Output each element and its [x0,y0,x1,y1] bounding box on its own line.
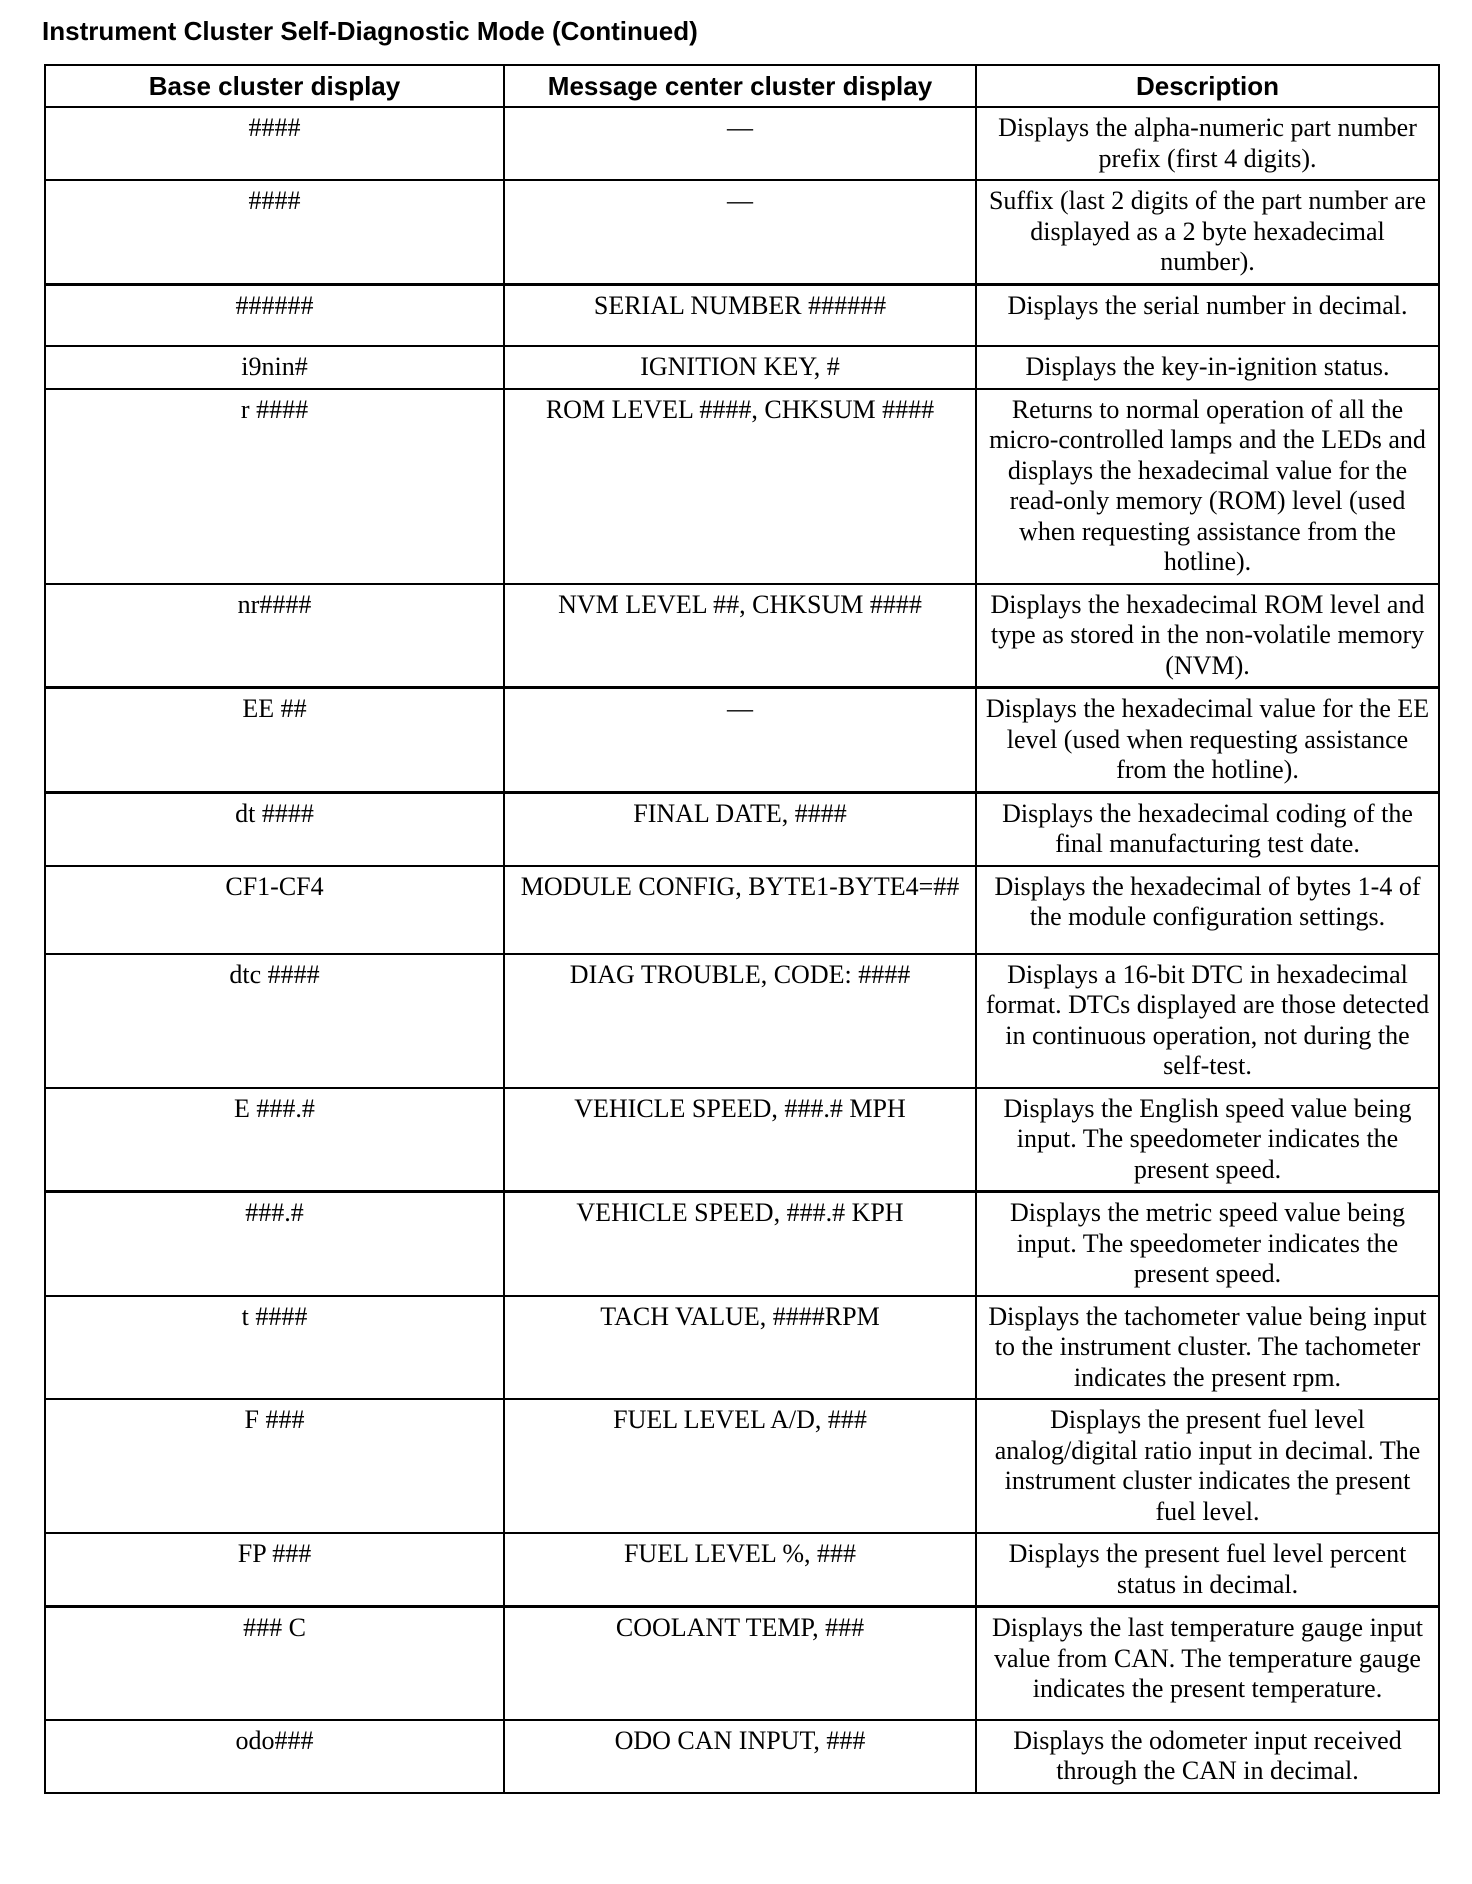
message-display-cell: DIAG TROUBLE, CODE: #### [504,954,976,1088]
description-cell: Displays the present fuel level percent status in decimal. [976,1533,1439,1607]
message-display-cell: SERIAL NUMBER ###### [504,284,976,346]
table-row [45,1533,1439,1607]
table-row [45,180,1439,284]
table-row [45,866,1439,954]
table-row [45,584,1439,688]
base-display-cell: ###### [45,284,504,346]
description-cell: Displays the alpha-numeric part number prefix (first 4 digits). [976,107,1439,180]
table-row [45,389,1439,584]
description-cell: Displays the English speed value being input. The speedometer indicates the present speed. [976,1088,1439,1192]
table-row [45,1720,1439,1793]
message-display-cell: TACH VALUE, ####RPM [504,1296,976,1400]
message-display-cell: IGNITION KEY, # [504,346,976,389]
base-display-cell: #### [45,180,504,284]
message-display-cell: VEHICLE SPEED, ###.# MPH [504,1088,976,1192]
base-display-cell: CF1-CF4 [45,866,504,954]
page-title: Instrument Cluster Self-Diagnostic Mode (Continued) [42,16,698,46]
message-display-cell: FUEL LEVEL %, ### [504,1533,976,1607]
description-cell: Displays the hexadecimal value for the EE level (used when requesting assistance from the hotline). [976,688,1439,793]
base-display-cell: #### [45,107,504,180]
diagnostic-table [44,64,1440,1794]
table-row [45,1192,1439,1296]
base-display-cell: r #### [45,389,504,584]
message-display-cell: NVM LEVEL ##, CHKSUM #### [504,584,976,688]
message-display-cell: ODO CAN INPUT, ### [504,1720,976,1793]
base-display-cell: FP ### [45,1533,504,1607]
table-header-row [45,65,1439,107]
base-display-cell: nr#### [45,584,504,688]
description-cell: Displays the metric speed value being input. The speedometer indicates the present speed. [976,1192,1439,1296]
message-display-cell: — [504,107,976,180]
base-display-cell: EE ## [45,688,504,793]
message-display-cell: COOLANT TEMP, ### [504,1607,976,1720]
description-cell: Displays a 16-bit DTC in hexadecimal format. DTCs displayed are those detected in continuous operation, not during the self-test. [976,954,1439,1088]
table-row [45,1088,1439,1192]
description-cell: Displays the tachometer value being input to the instrument cluster. The tachometer indicates the present rpm. [976,1296,1439,1400]
table-row [45,688,1439,793]
table-row [45,1607,1439,1720]
base-display-cell: F ### [45,1399,504,1533]
table-row [45,346,1439,389]
description-cell: Displays the hexadecimal ROM level and type as stored in the non-volatile memory (NVM). [976,584,1439,688]
table-row [45,284,1439,346]
description-cell: Displays the serial number in decimal. [976,284,1439,346]
base-display-cell: ### C [45,1607,504,1720]
base-display-cell: odo### [45,1720,504,1793]
base-display-cell: E ###.# [45,1088,504,1192]
description-cell: Displays the present fuel level analog/digital ratio input in decimal. The instrument cluster indicates the present fuel level. [976,1399,1439,1533]
column-header-description: Description [976,65,1439,107]
column-header-message: Message center cluster display [504,65,976,107]
table-row [45,954,1439,1088]
table-row [45,1399,1439,1533]
base-display-cell: dtc #### [45,954,504,1088]
message-display-cell: FINAL DATE, #### [504,792,976,866]
column-header-base: Base cluster display [45,65,504,107]
description-cell: Displays the hexadecimal coding of the final manufacturing test date. [976,792,1439,866]
description-cell: Returns to normal operation of all the micro-controlled lamps and the LEDs and displays the hexadecimal value for the read-only memory (ROM) level (used when requesting assistance from the hotline). [976,389,1439,584]
message-display-cell: — [504,180,976,284]
description-cell: Displays the hexadecimal of bytes 1-4 of the module configuration settings. [976,866,1439,954]
description-cell: Displays the key-in-ignition status. [976,346,1439,389]
description-cell: Suffix (last 2 digits of the part number are displayed as a 2 byte hexadecimal number). [976,180,1439,284]
message-display-cell: FUEL LEVEL A/D, ### [504,1399,976,1533]
base-display-cell: t #### [45,1296,504,1400]
description-cell: Displays the last temperature gauge input value from CAN. The temperature gauge indicates the present temperature. [976,1607,1439,1720]
message-display-cell: VEHICLE SPEED, ###.# KPH [504,1192,976,1296]
base-display-cell: i9nin# [45,346,504,389]
message-display-cell: ROM LEVEL ####, CHKSUM #### [504,389,976,584]
table-row [45,107,1439,180]
table-row [45,1296,1439,1400]
base-display-cell: dt #### [45,792,504,866]
table-row [45,792,1439,866]
description-cell: Displays the odometer input received through the CAN in decimal. [976,1720,1439,1793]
message-display-cell: MODULE CONFIG, BYTE1-BYTE4=## [504,866,976,954]
base-display-cell: ###.# [45,1192,504,1296]
message-display-cell: — [504,688,976,793]
